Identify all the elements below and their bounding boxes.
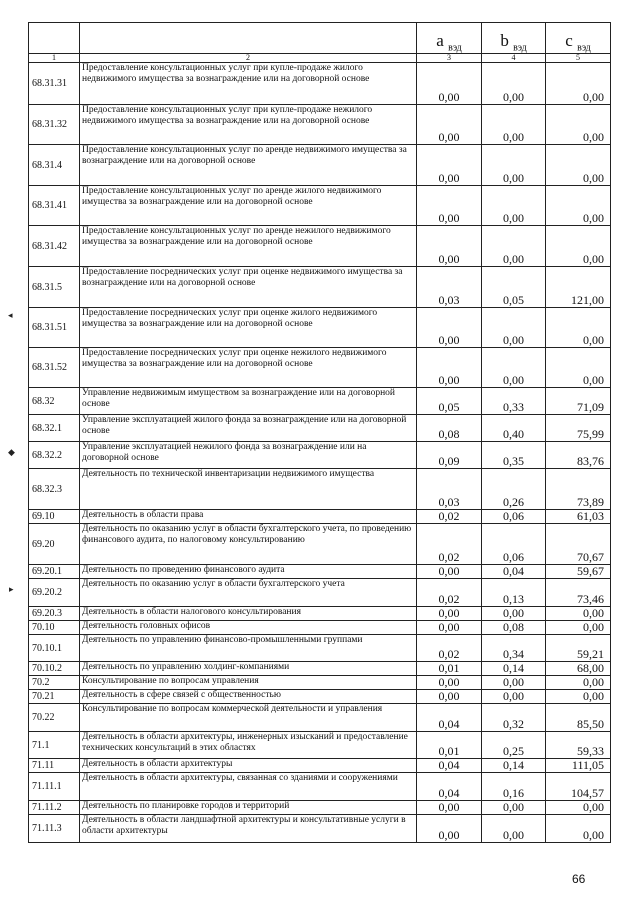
table-row xyxy=(29,105,611,145)
a-value-cell: 0,03 xyxy=(417,469,482,510)
name-cell: Деятельность по проведению финансового аудита xyxy=(80,565,417,579)
b-value-cell: 0,06 xyxy=(482,524,546,565)
code-cell: 68.31.5 xyxy=(29,267,80,308)
a-value-cell: 0,00 xyxy=(417,621,482,635)
code-cell: 70.22 xyxy=(29,704,80,732)
table-row xyxy=(29,186,611,226)
c-value-cell: 59,33 xyxy=(546,732,611,759)
b-value-cell: 0,32 xyxy=(482,704,546,732)
c-value-cell: 75,99 xyxy=(546,415,611,442)
table-row xyxy=(29,308,611,348)
name-cell: Управление недвижимым имуществом за вознаграждение или на договорной основе xyxy=(80,388,417,415)
table-row xyxy=(29,565,611,579)
a-value-cell: 0,01 xyxy=(417,732,482,759)
b-value-cell: 0,26 xyxy=(482,469,546,510)
table-row xyxy=(29,607,611,621)
a-value-cell: 0,00 xyxy=(417,676,482,690)
c-value-cell: 111,05 xyxy=(546,759,611,773)
table-row xyxy=(29,226,611,267)
a-value-cell: 0,01 xyxy=(417,662,482,676)
c-value-cell: 0,00 xyxy=(546,186,611,226)
code-cell: 68.32 xyxy=(29,388,80,415)
code-cell: 70.2 xyxy=(29,676,80,690)
code-cell: 68.31.31 xyxy=(29,63,80,105)
b-value-cell: 0,00 xyxy=(482,801,546,815)
header-a: a $_{вэд}$ xyxy=(417,23,482,54)
coefficient-table xyxy=(28,22,611,843)
b-value-cell: 0,00 xyxy=(482,226,546,267)
name-cell: Деятельность головных офисов xyxy=(80,621,417,635)
code-cell: 68.31.41 xyxy=(29,186,80,226)
c-value-cell: 70,67 xyxy=(546,524,611,565)
c-value-cell: 0,00 xyxy=(546,105,611,145)
a-value-cell: 0,00 xyxy=(417,145,482,186)
table-row xyxy=(29,469,611,510)
table-row xyxy=(29,348,611,388)
a-value-cell: 0,04 xyxy=(417,704,482,732)
name-cell: Деятельность по управлению финансово-промышленными группами xyxy=(80,635,417,662)
colnum-2: 2 xyxy=(80,54,417,63)
table-row xyxy=(29,63,611,105)
b-value-cell: 0,00 xyxy=(482,186,546,226)
table-row xyxy=(29,442,611,469)
name-cell: Деятельность по технической инвентаризации недвижимого имущества xyxy=(80,469,417,510)
a-value-cell: 0,00 xyxy=(417,815,482,843)
b-value-cell: 0,00 xyxy=(482,63,546,105)
code-cell: 69.20.3 xyxy=(29,607,80,621)
name-cell: Деятельность по управлению холдинг-компаниями xyxy=(80,662,417,676)
code-cell: 69.20.1 xyxy=(29,565,80,579)
name-cell: Предоставление консультационных услуг по аренде недвижимого имущества за вознаграждение или на договорной основе xyxy=(80,145,417,186)
b-value-cell: 0,35 xyxy=(482,442,546,469)
name-cell: Предоставление консультационных услуг при купле-продаже нежилого недвижимого имущества за вознаграждение или на договорной основе xyxy=(80,105,417,145)
table-row xyxy=(29,415,611,442)
a-value-cell: 0,00 xyxy=(417,607,482,621)
name-cell: Деятельность в области ландшафтной архитектуры и консультативные услуги в области архитектуры xyxy=(80,815,417,843)
header-c: c $_{вэд}$ xyxy=(546,23,611,54)
c-value-cell: 0,00 xyxy=(546,690,611,704)
c-value-cell: 0,00 xyxy=(546,308,611,348)
page-number: 66 xyxy=(572,872,586,886)
name-cell: Предоставление посреднических услуг при оценке жилого недвижимого имущества за вознаграждение или на договорной основе xyxy=(80,308,417,348)
table-row xyxy=(29,704,611,732)
table-row xyxy=(29,759,611,773)
table-row xyxy=(29,621,611,635)
table-row xyxy=(29,662,611,676)
name-cell: Деятельность в области права xyxy=(80,510,417,524)
header-code xyxy=(29,23,80,54)
c-value-cell: 0,00 xyxy=(546,815,611,843)
b-value-cell: 0,00 xyxy=(482,676,546,690)
colnum-5: 5 xyxy=(546,54,611,63)
table-row xyxy=(29,388,611,415)
table-row xyxy=(29,815,611,843)
name-cell: Консультирование по вопросам коммерческой деятельности и управления xyxy=(80,704,417,732)
name-cell: Деятельность по оказанию услуг в области бухгалтерского учета xyxy=(80,579,417,607)
code-cell: 71.11.3 xyxy=(29,815,80,843)
table-row xyxy=(29,732,611,759)
b-value-cell: 0,13 xyxy=(482,579,546,607)
b-value-cell: 0,16 xyxy=(482,773,546,801)
c-value-cell: 59,67 xyxy=(546,565,611,579)
code-cell: 70.21 xyxy=(29,690,80,704)
code-cell: 71.11.2 xyxy=(29,801,80,815)
b-value-cell: 0,00 xyxy=(482,348,546,388)
table-row xyxy=(29,676,611,690)
a-value-cell: 0,04 xyxy=(417,773,482,801)
table-header-row xyxy=(29,23,611,54)
b-value-cell: 0,14 xyxy=(482,662,546,676)
b-value-cell: 0,34 xyxy=(482,635,546,662)
table-row xyxy=(29,579,611,607)
code-cell: 71.11.1 xyxy=(29,773,80,801)
table-row xyxy=(29,801,611,815)
code-cell: 69.20 xyxy=(29,524,80,565)
name-cell: Управление эксплуатацией жилого фонда за вознаграждение или на договорной основе xyxy=(80,415,417,442)
c-value-cell: 0,00 xyxy=(546,801,611,815)
a-value-cell: 0,00 xyxy=(417,565,482,579)
c-value-cell: 0,00 xyxy=(546,676,611,690)
a-value-cell: 0,00 xyxy=(417,348,482,388)
a-value-cell: 0,00 xyxy=(417,226,482,267)
b-value-cell: 0,00 xyxy=(482,815,546,843)
name-cell: Предоставление консультационных услуг при купле-продаже жилого недвижимого имущества за вознаграждение или на договорной основе xyxy=(80,63,417,105)
a-value-cell: 0,00 xyxy=(417,801,482,815)
b-value-cell: 0,00 xyxy=(482,145,546,186)
name-cell: Деятельность в сфере связей с общественностью xyxy=(80,690,417,704)
table-row xyxy=(29,524,611,565)
code-cell: 68.32.2 xyxy=(29,442,80,469)
code-cell: 68.31.4 xyxy=(29,145,80,186)
code-cell: 68.31.42 xyxy=(29,226,80,267)
c-value-cell: 0,00 xyxy=(546,348,611,388)
a-value-cell: 0,02 xyxy=(417,635,482,662)
code-cell: 68.31.51 xyxy=(29,308,80,348)
colnum-3: 3 xyxy=(417,54,482,63)
b-value-cell: 0,00 xyxy=(482,308,546,348)
c-value-cell: 0,00 xyxy=(546,63,611,105)
header-name xyxy=(80,23,417,54)
c-value-cell: 73,46 xyxy=(546,579,611,607)
code-cell: 68.31.32 xyxy=(29,105,80,145)
c-value-cell: 83,76 xyxy=(546,442,611,469)
coefficient-table-sheet xyxy=(28,22,610,843)
name-cell: Предоставление консультационных услуг по аренде жилого недвижимого имущества за вознаграждение или на договорной основе xyxy=(80,186,417,226)
a-value-cell: 0,03 xyxy=(417,267,482,308)
c-value-cell: 61,03 xyxy=(546,510,611,524)
a-value-cell: 0,00 xyxy=(417,690,482,704)
b-value-cell: 0,08 xyxy=(482,621,546,635)
c-value-cell: 59,21 xyxy=(546,635,611,662)
table-row xyxy=(29,267,611,308)
b-value-cell: 0,14 xyxy=(482,759,546,773)
b-value-cell: 0,40 xyxy=(482,415,546,442)
b-value-cell: 0,06 xyxy=(482,510,546,524)
code-cell: 69.20.2 xyxy=(29,579,80,607)
a-value-cell: 0,05 xyxy=(417,388,482,415)
b-value-cell: 0,05 xyxy=(482,267,546,308)
column-number-row xyxy=(29,54,611,63)
table-row xyxy=(29,690,611,704)
colnum-4: 4 xyxy=(482,54,546,63)
c-value-cell: 121,00 xyxy=(546,267,611,308)
table-row xyxy=(29,773,611,801)
a-value-cell: 0,09 xyxy=(417,442,482,469)
c-value-cell: 104,57 xyxy=(546,773,611,801)
a-value-cell: 0,04 xyxy=(417,759,482,773)
code-cell: 69.10 xyxy=(29,510,80,524)
code-cell: 70.10.2 xyxy=(29,662,80,676)
name-cell: Деятельность по планировке городов и территорий xyxy=(80,801,417,815)
b-value-cell: 0,00 xyxy=(482,105,546,145)
c-value-cell: 0,00 xyxy=(546,226,611,267)
code-cell: 68.31.52 xyxy=(29,348,80,388)
table-row xyxy=(29,635,611,662)
a-value-cell: 0,00 xyxy=(417,105,482,145)
a-value-cell: 0,00 xyxy=(417,186,482,226)
margin-arrow-icon: ▸ xyxy=(9,584,14,594)
b-value-cell: 0,33 xyxy=(482,388,546,415)
name-cell: Предоставление посреднических услуг при оценке нежилого недвижимого имущества за вознаграждение или на договорной основе xyxy=(80,348,417,388)
name-cell: Деятельность в области налогового консультирования xyxy=(80,607,417,621)
c-value-cell: 71,09 xyxy=(546,388,611,415)
name-cell: Управление эксплуатацией нежилого фонда за вознаграждение или на договорной основе xyxy=(80,442,417,469)
c-value-cell: 85,50 xyxy=(546,704,611,732)
c-value-cell: 0,00 xyxy=(546,621,611,635)
a-value-cell: 0,02 xyxy=(417,579,482,607)
header-b: b $_{вэд}$ xyxy=(482,23,546,54)
table-row xyxy=(29,145,611,186)
margin-arrow-icon: ◂ xyxy=(8,310,13,320)
a-value-cell: 0,00 xyxy=(417,63,482,105)
name-cell: Деятельность в области архитектуры xyxy=(80,759,417,773)
a-value-cell: 0,02 xyxy=(417,510,482,524)
name-cell: Деятельность в области архитектуры, связанная со зданиями и сооружениями xyxy=(80,773,417,801)
c-value-cell: 68,00 xyxy=(546,662,611,676)
a-value-cell: 0,02 xyxy=(417,524,482,565)
c-value-cell: 73,89 xyxy=(546,469,611,510)
b-value-cell: 0,00 xyxy=(482,690,546,704)
code-cell: 70.10 xyxy=(29,621,80,635)
b-value-cell: 0,25 xyxy=(482,732,546,759)
c-value-cell: 0,00 xyxy=(546,145,611,186)
b-value-cell: 0,00 xyxy=(482,607,546,621)
a-value-cell: 0,00 xyxy=(417,308,482,348)
colnum-1: 1 xyxy=(29,54,80,63)
code-cell: 71.1 xyxy=(29,732,80,759)
code-cell: 70.10.1 xyxy=(29,635,80,662)
table-row xyxy=(29,510,611,524)
a-value-cell: 0,08 xyxy=(417,415,482,442)
c-value-cell: 0,00 xyxy=(546,607,611,621)
code-cell: 68.32.1 xyxy=(29,415,80,442)
name-cell: Деятельность по оказанию услуг в области бухгалтерского учета, по проведению финансового аудита, по налоговому консультированию xyxy=(80,524,417,565)
name-cell: Предоставление посреднических услуг при оценке недвижимого имущества за вознаграждение или на договорной основе xyxy=(80,267,417,308)
b-value-cell: 0,04 xyxy=(482,565,546,579)
margin-diamond-icon: ◆ xyxy=(8,447,15,457)
name-cell: Консультирование по вопросам управления xyxy=(80,676,417,690)
code-cell: 68.32.3 xyxy=(29,469,80,510)
code-cell: 71.11 xyxy=(29,759,80,773)
name-cell: Деятельность в области архитектуры, инженерных изысканий и предоставление технических консультаций в этих областях xyxy=(80,732,417,759)
name-cell: Предоставление консультационных услуг по аренде нежилого недвижимого имущества за вознаграждение или на договорной основе xyxy=(80,226,417,267)
